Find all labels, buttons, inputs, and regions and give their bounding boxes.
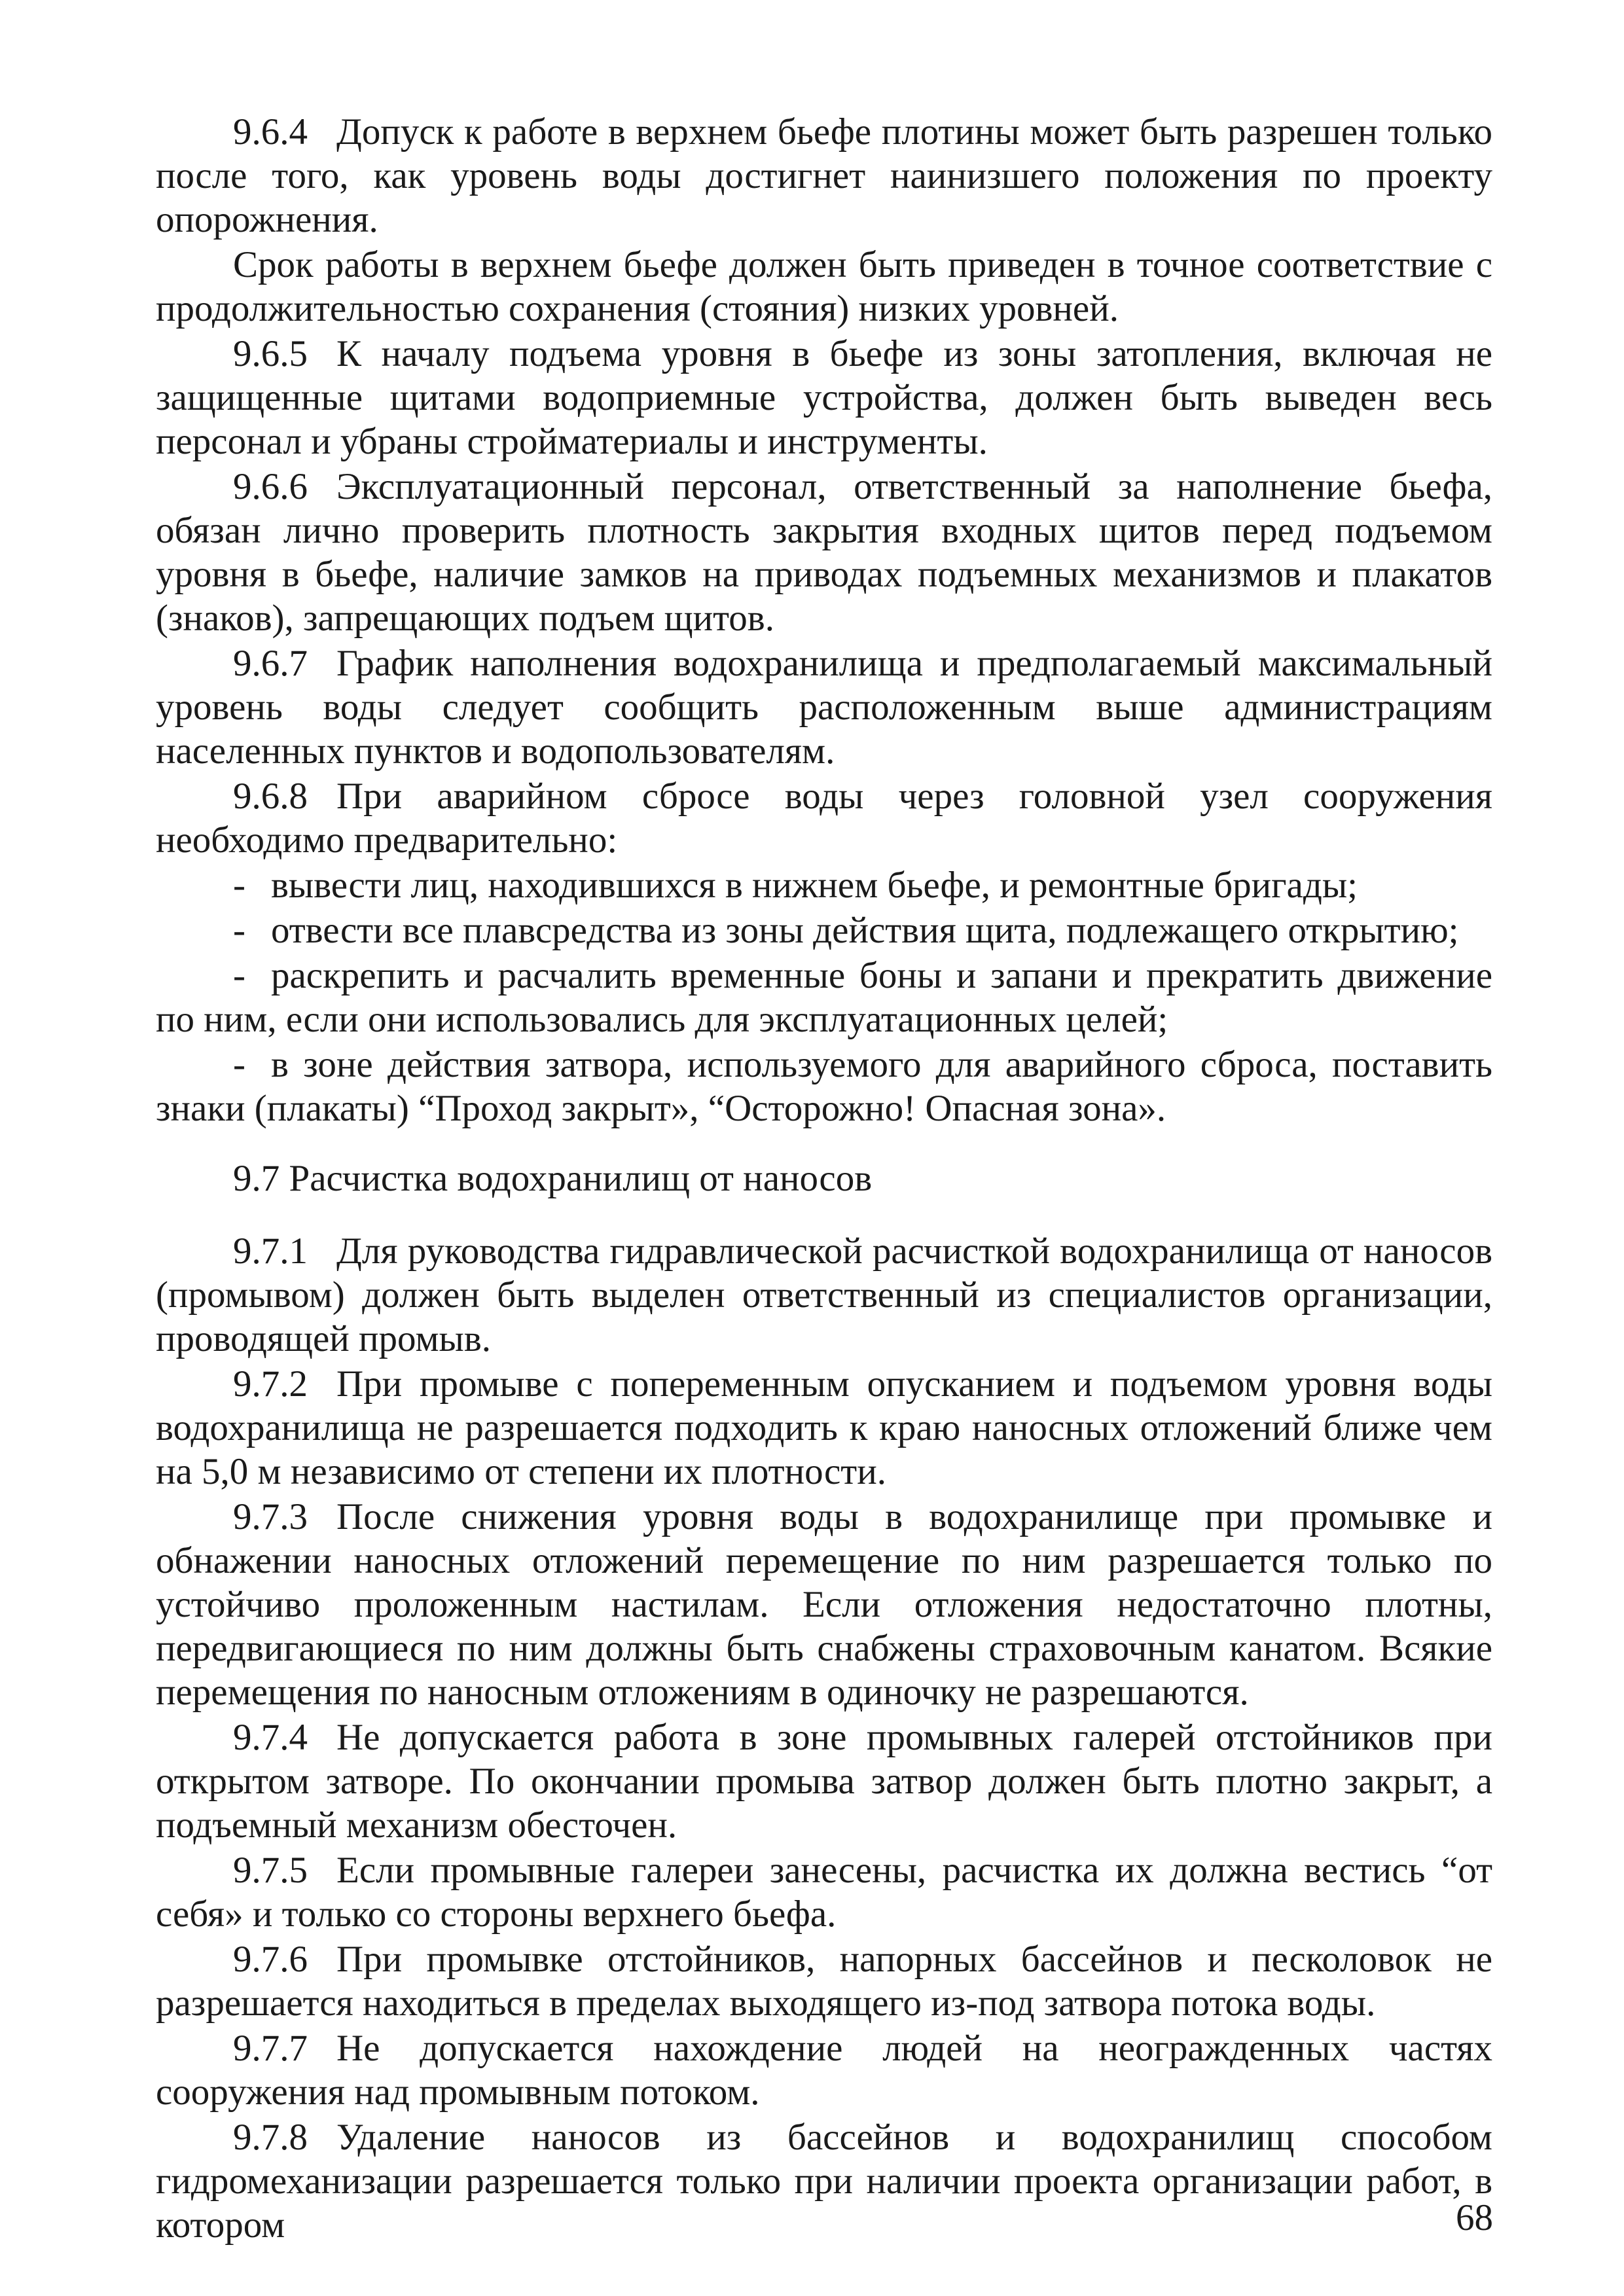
clause-text: При промывке отстойников, напорных бассейнов и песколовок не разрешается находиться в пределах выходящего из-под затвора потока воды. [156,1939,1492,2024]
clause-number: 9.7.3 [233,1496,308,1537]
paragraph-9-6-4 [156,110,1492,242]
clause-number: 9.7.5 [233,1850,308,1891]
paragraph-9-6-8 [156,774,1492,862]
clause-text: Не допускается работа в зоне промывных галерей отстойников при открытом затворе. По окончании промыва затвор должен быть плотно закрыт, а подъемный механизм обесточен. [156,1717,1492,1846]
clause-number: 9.6.5 [233,333,308,374]
paragraph-9-6-7 [156,641,1492,773]
list-marker: - [233,910,245,951]
paragraph-9-6-4-continued [156,243,1492,331]
list-marker: - [233,865,245,906]
paragraph-9-7-1 [156,1229,1492,1361]
list-item-text: раскрепить и расчалить временные боны и запани и прекратить движение по ним, если они использовались для эксплуатационных целей; [156,955,1492,1040]
paragraph-9-7-5 [156,1848,1492,1936]
list-item [156,1043,1492,1130]
list-item-text: в зоне действия затвора, используемого для аварийного сброса, поставить знаки (плакаты) “Проход закрыт», “Осторожно! Опасная зона». [156,1044,1492,1129]
clause-number: 9.7.7 [233,2028,308,2069]
list-item-text: отвести все плавсредства из зоны действия щита, подлежащего открытию; [271,910,1459,951]
paragraph-9-7-4 [156,1715,1492,1847]
clause-number: 9.7.1 [233,1230,308,1272]
paragraph-9-7-6 [156,1937,1492,2025]
clause-text: После снижения уровня воды в водохранилище при промывке и обнажении наносных отложений перемещение по ним разрешается только по устойчиво проложенным настилам. Если отложения недостаточно плотны, передвигающиеся по ним должны быть снабжены страховочным канатом. Всякие перемещения по наносным отложениям в одиночку не разрешаются. [156,1496,1492,1713]
clause-text: При промыве с попеременным опусканием и подъемом уровня воды водохранилища не разрешается подходить к краю наносных отложений ближе чем на 5,0 м независимо от степени их плотности. [156,1363,1492,1492]
clause-number: 9.6.4 [233,111,308,152]
paragraph-9-7-3 [156,1495,1492,1714]
list-item [156,954,1492,1041]
document-page [156,110,1492,2248]
paragraph-9-7-7 [156,2026,1492,2114]
list-item-text: вывести лиц, находившихся в нижнем бьефе, и ремонтные бригады; [271,865,1358,906]
list-item [156,908,1492,952]
paragraph-9-7-2 [156,1362,1492,1494]
clause-number: 9.7.2 [233,1363,308,1405]
clause-number: 9.7.8 [233,2117,308,2158]
clause-text: При аварийном сбросе воды через головной узел сооружения необходимо предварительно: [156,776,1492,861]
clause-text: Допуск к работе в верхнем бьефе плотины может быть разрешен только после того, как уровень воды достигнет наинизшего положения по проекту опорожнения. [156,111,1492,240]
clause-text: Не допускается нахождение людей на неогражденных частях сооружения над промывным потоком. [156,2028,1492,2113]
list-marker: - [233,1044,245,1085]
clause-number: 9.6.6 [233,466,308,507]
clause-text: Для руководства гидравлической расчисткой водохранилища от наносов (промывом) должен быть выделен ответственный из специалистов организации, проводящей промыв. [156,1230,1492,1359]
list-marker: - [233,955,245,996]
clause-text: Если промывные галереи занесены, расчистка их должна вестись “от себя» и только со стороны верхнего бьефа. [156,1850,1492,1935]
clause-number: 9.7.4 [233,1717,308,1758]
clause-text: К началу подъема уровня в бьефе из зоны затопления, включая не защищенные щитами водоприемные устройства, должен быть выведен весь персонал и убраны стройматериалы и инструменты. [156,333,1492,462]
paragraph-9-6-6 [156,465,1492,640]
clause-number: 9.6.7 [233,643,308,684]
clause-text: Срок работы в верхнем бьефе должен быть приведен в точное соответствие с продолжительностью сохранения (стояния) низких уровней. [156,244,1492,329]
clause-text: Эксплуатационный персонал, ответственный за наполнение бьефа, обязан лично проверить плотность закрытия входных щитов перед подъемом уровня в бьефе, наличие замков на приводах подъемных механизмов и плакатов (знаков), запрещающих подъем щитов. [156,466,1492,639]
clause-number: 9.7.6 [233,1939,308,1980]
clause-number: 9.6.8 [233,776,308,817]
clause-text: Удаление наносов из бассейнов и водохранилищ способом гидромеханизации разрешается только при наличии проекта организации работ, в котором [156,2117,1492,2246]
list-item [156,863,1492,907]
clause-text: График наполнения водохранилища и предполагаемый максимальный уровень воды следует сообщить расположенным выше администрациям населенных пунктов и водопользователям. [156,643,1492,772]
page-number: 68 [1456,2197,1493,2238]
paragraph-9-7-8 [156,2115,1492,2247]
paragraph-9-6-5 [156,332,1492,463]
section-heading-9-7: 9.7 Расчистка водохранилищ от наносов [233,1158,873,1199]
